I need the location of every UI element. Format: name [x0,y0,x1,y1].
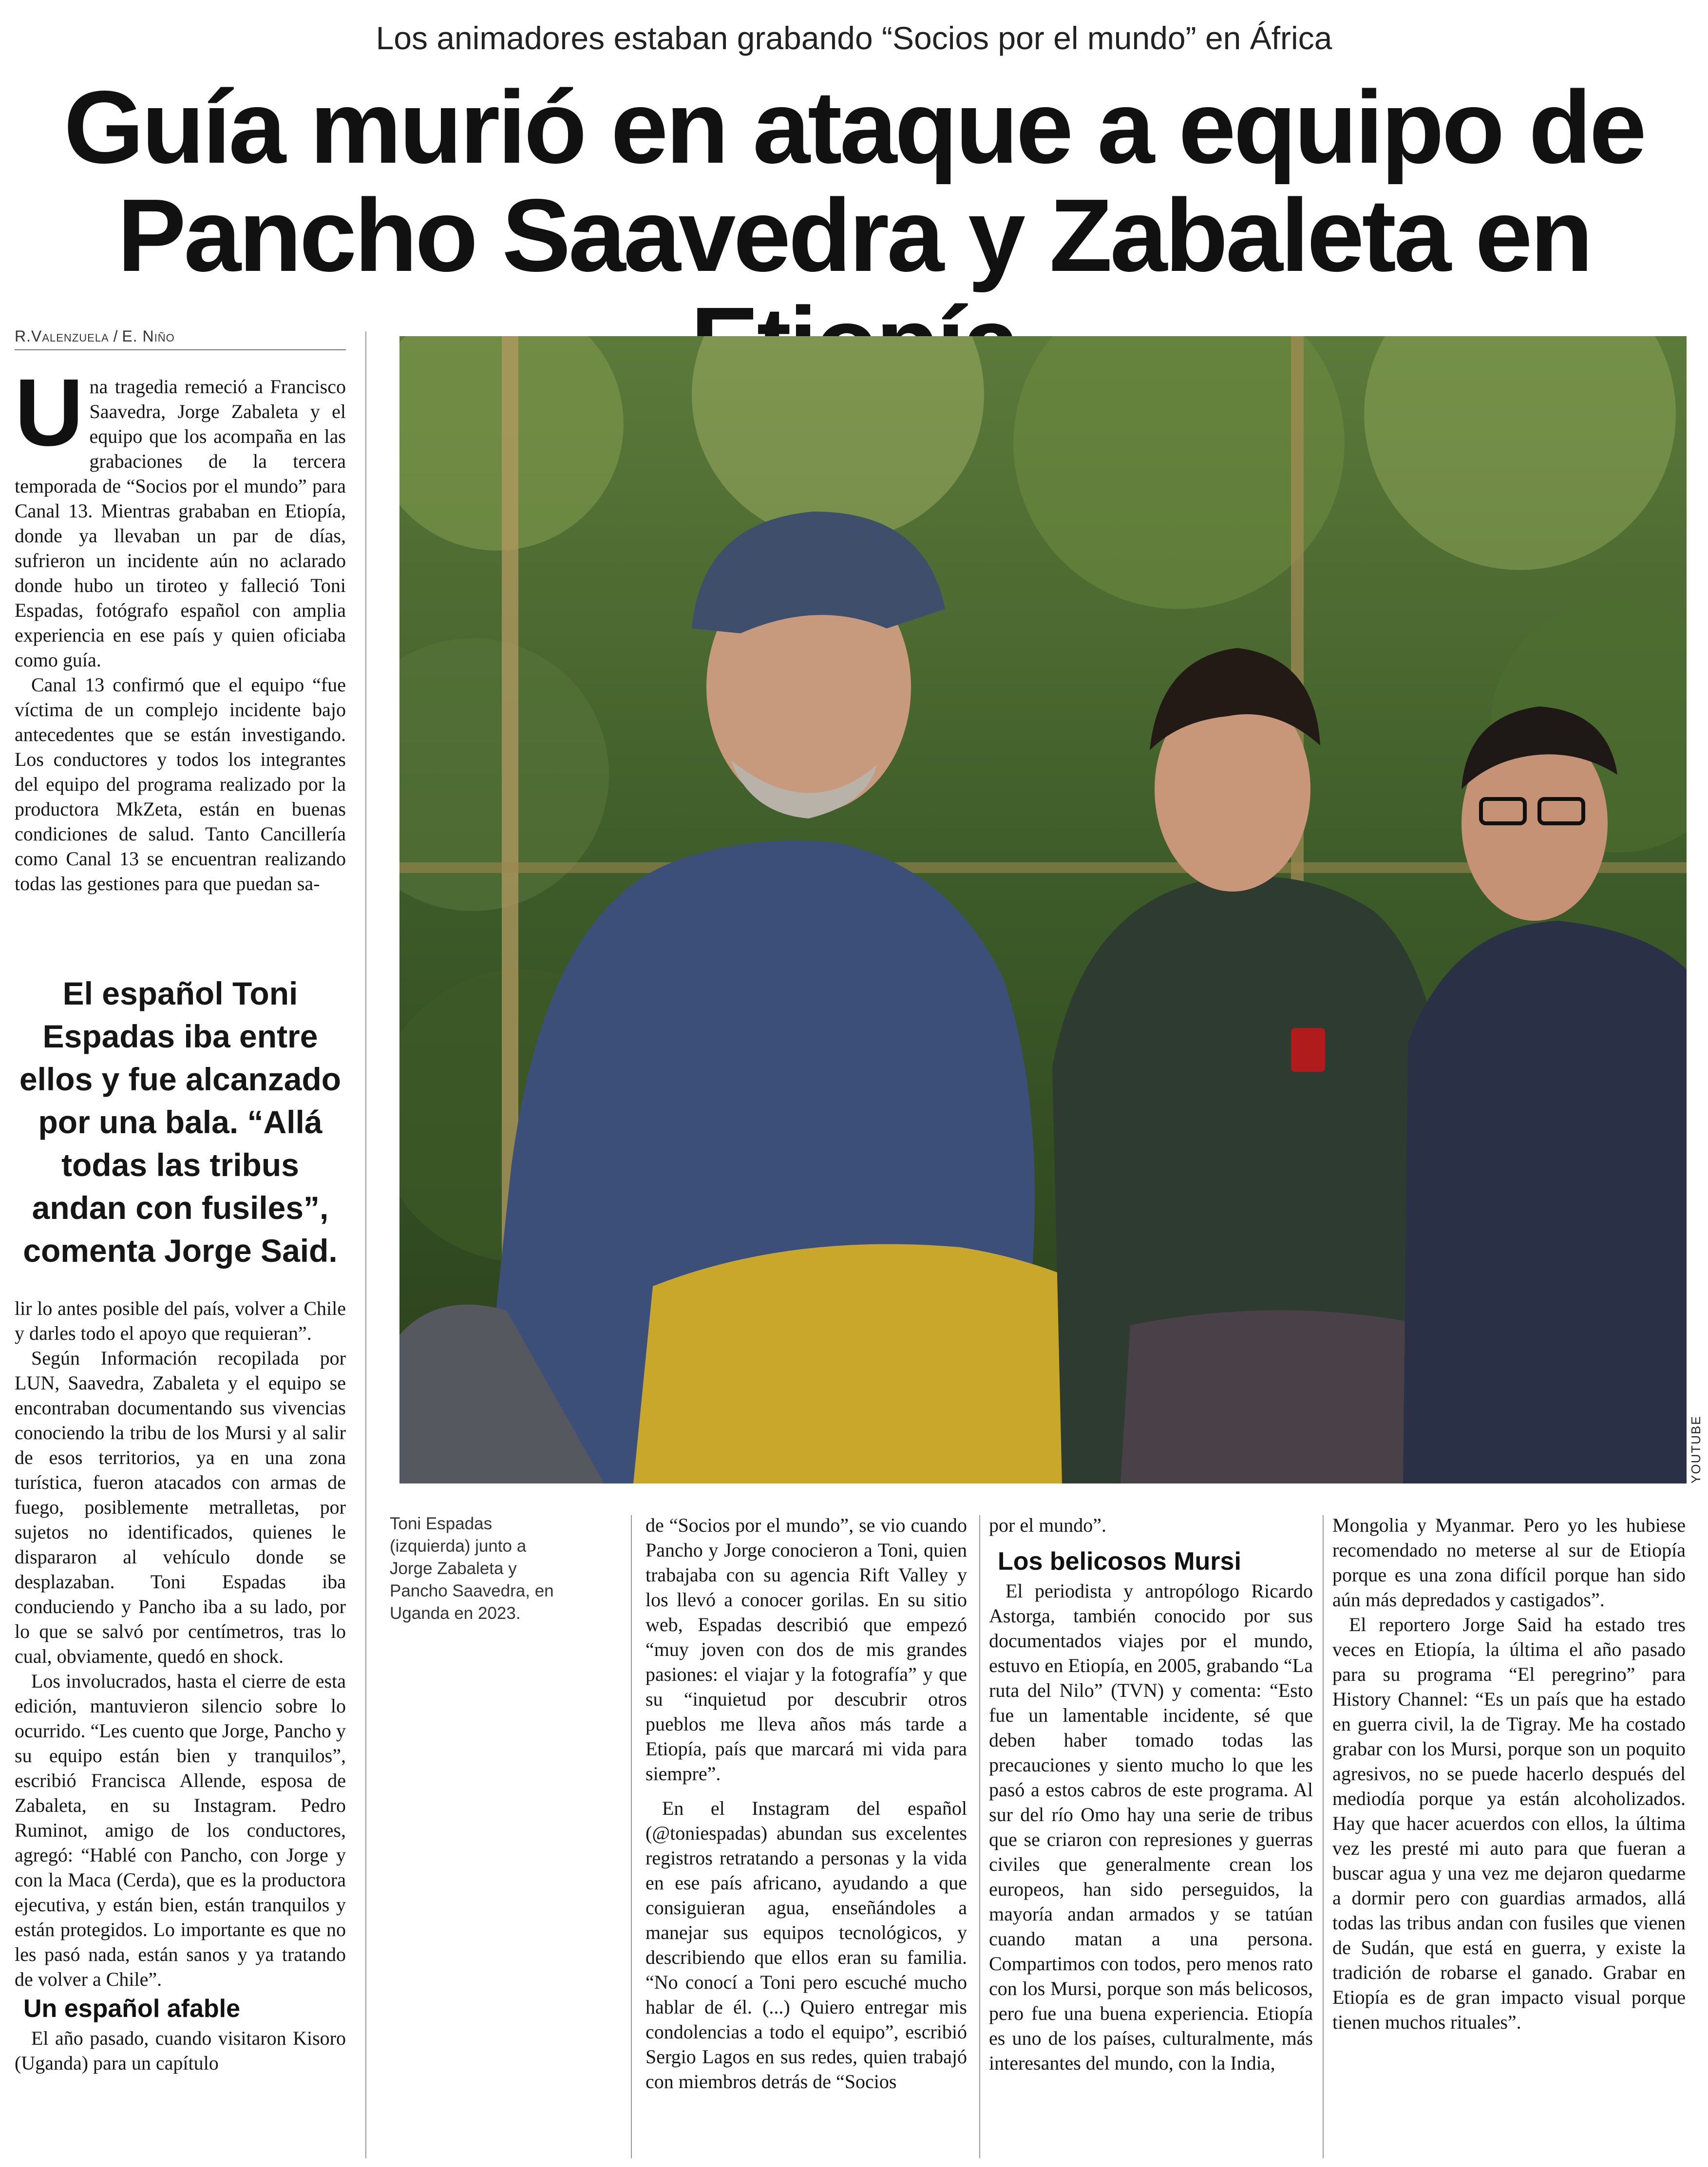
article-paragraph: lir lo antes posible del país, volver a Chile y darles todo el apoyo que requieran”. [15,1297,346,1344]
byline-author-1: R.Valenzuela [15,327,109,345]
headline-line-1: Guía murió en ataque a equipo de [63,69,1645,185]
section-subhead: Un español afable [23,1995,240,2023]
pull-quote: El español Toni Espadas iba entre ellos y fue alcanzado por una bala. “Allá todas las tribus andan con fusiles”, comenta Jorge Said. [19,975,342,1269]
photo-credit: YOUTUBE [1689,1415,1703,1483]
article-paragraph: Mongolia y Myanmar. Pero yo les hubiese recomendado no meterse al sur de Etiopía porque es una zona difícil porque han sido aún más depredados y castigados”. [1332,1514,1686,1611]
article-paragraph: por el mundo”. [989,1514,1107,1536]
article-paragraph: Canal 13 confirmó que el equipo “fue víctima de un complejo incidente bajo antecedentes que se están investigando. Los conductores y todos los integrantes del equipo del programa realizado por la productora MkZeta, están en buenas condiciones de salud. Tanto Cancillería como Canal 13 se encuentran realizando todas las gestiones para que puedan sa- [15,674,346,894]
article-column-4 [1332,1513,1686,2161]
article-column-3 [989,1513,1313,2161]
byline-author-2: E. Niño [122,327,175,345]
byline-separator: / [109,327,122,345]
photo-illustration [399,336,1687,1483]
article-paragraph: El año pasado, cuando visitaron Kisoro (Uganda) para un capítulo [15,2027,346,2074]
article-paragraph: En el Instagram del español (@toniespadas) abundan sus excelentes registros retratando a personas y la vida en ese país africano, ayudando a que consiguieran agua, enseñándoles a manejar sus equipos tecnológicos, y describiendo que ellos eran su familia. “No conocí a Toni pero escuché mucho hablar de él. (...) Quiero entregar mis condolencias a todo el equipo”, escribió Sergio Lagos en sus redes, quien trabajó con miembros detrás de “Socios [645,1797,967,2092]
article-paragraph: El periodista y antropólogo Ricardo Astorga, también conocido por sus documentados viajes por el mundo, estuvo en Etiopía, en 2005, grabando “La ruta del Nilo” (TVN) y comenta: “Esto fue un lamentable incidente, sé que deben haber tomado todas las precauciones y siento mucho lo que les pasó a estos cabros de este programa. Al sur del río Omo hay una serie de tribus que se criaron con represiones y guerras civiles que generalmente crean los europeos, han sido perseguidos, la mayoría andan armados y se tatúan cuando matan a una persona. Compartimos con todos, pero menos rato con los Mursi, porque son más belicosos, pero fue una buena experiencia. Etiopía es uno de los países, culturalmente, más interesantes del mundo, con la India, [989,1580,1313,2074]
byline [15,327,346,350]
article-paragraph: na tragedia remeció a Francisco Saavedra, Jorge Zabaleta y el equipo que los acompaña en las grabaciones de la tercera temporada de “Socios por el mundo” para Canal 13. Mientras grababan en Etiopía, donde ya llevaban un par de días, sufrieron un incidente aún no aclarado donde hubo un tiroteo y falleció Toni Espadas, fotógrafo español con amplia experiencia en ese país y quien oficiaba como guía. [15,376,346,671]
drop-cap: U [15,374,84,466]
headline-line-2: Pancho Saavedra y Zabaleta en [117,177,1591,293]
column-divider [631,1515,632,2158]
article-paragraph: de “Socios por el mundo”, se vio cuando Pancho y Jorge conocieron a Toni, quien trabajaba con su agencia Rift Valley y los llevó a conocer gorilas. En su sitio web, Espadas describió que empezó “muy joven con dos de mis grandes pasiones: el viajar y la fotografía” y que su “inquietud por descubrir otros pueblos me lleva años más tarde a Etiopía, país que marcará mi vida para siempre”. [645,1514,967,1785]
column-divider [979,1515,980,2158]
article-paragraph: Según Información recopilada por LUN, Saavedra, Zabaleta y el equipo se encontraban documentando sus vivencias conociendo la tribu de los Mursi y al salir de esos territorios, ya en una zona turística, fueron atacados con armas de fuego, posiblemente metralletas, por sujetos no identificados, quienes le dispararon al vehículo donde se desplazaban. Toni Espadas iba conduciendo y Pancho iba a su lado, por lo que se salvó por centímetros, tras lo cual, obviamente, quedó en shock. [15,1347,346,1667]
section-subhead: Los belicosos Mursi [998,1547,1241,1576]
column-divider [365,331,366,2158]
article-paragraph: Los involucrados, hasta el cierre de esta edición, mantuvieron silencio sobre lo ocurrido. “Les cuento que Jorge, Pancho y su equipo están bien y tranquilos”, escribió Francisca Allende, esposa de Zabaleta, en su Instagram. Pedro Ruminot, amigo de los conductores, agregó: “Hablé con Pancho, con Jorge y con la Maca (Cerda), que es la productora ejecutiva, y están bien, están tranquilos y están protegidos. Lo importante es que no les pasó nada, están sanos y ya tratando de volver a Chile”. [15,1670,346,1990]
article-column-2 [645,1513,967,2161]
kicker: Los animadores estaban grabando “Socios por el mundo” en África [376,20,1332,56]
article-paragraph: El reportero Jorge Said ha estado tres veces en Etiopía, la última el año pasado para su programa “El peregrino” para History Channel: “Es un país que ha estado en guerra civil, la de Tigray. Me ha costado grabar con los Mursi, porque son un poquito agresivos, no se puede hacerlo después del mediodía porque ya están alcoholizados. Hay que hacer acuerdos con ellos, la última vez les presté mi auto para que fueran a buscar agua y una vez me dejaron quedarme a dormir pero con guardias armados, allá todas las tribus andan con fusiles que vienen de Sudán, que está en guerra, y existe la tradición de robarse el ganado. Grabar en Etiopía es de gran impacto visual porque tienen muchos rituales”. [1332,1614,1686,2033]
article-photo [399,336,1687,1483]
article-column-1-bottom [15,1296,346,2163]
article-column-1-top [15,374,346,969]
column-divider [1323,1515,1324,2158]
photo-caption: Toni Espadas (izquierda) junto a Jorge Zabaleta y Pancho Saavedra, en Uganda en 2023. [390,1514,554,1623]
